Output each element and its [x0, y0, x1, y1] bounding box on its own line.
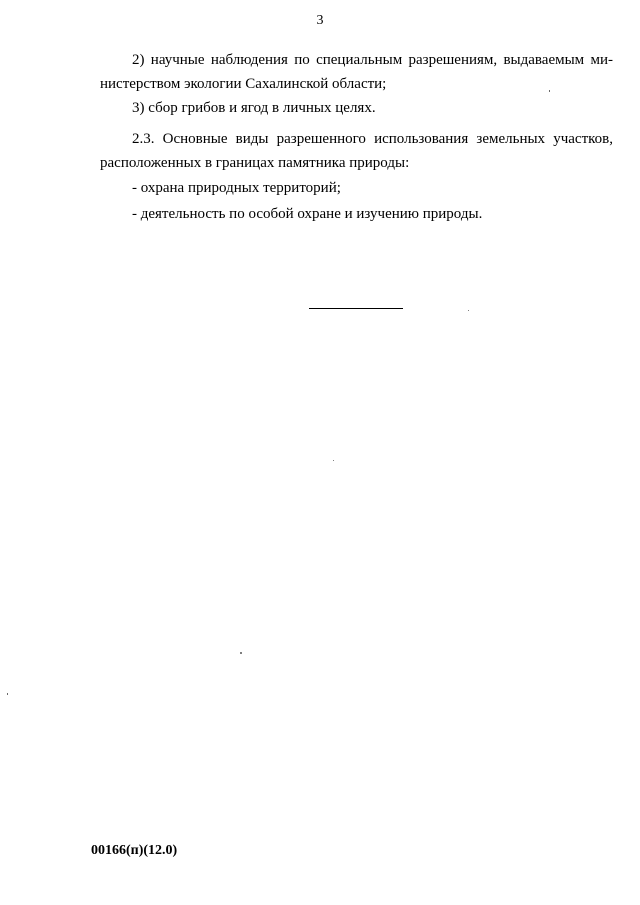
scan-speck	[7, 693, 8, 695]
word: наблюдения	[210, 52, 288, 68]
word: 2)	[132, 52, 145, 68]
bullet-nature-protection: - охрана природных территорий;	[132, 180, 341, 196]
item-2-line-1	[132, 51, 613, 69]
scan-speck	[240, 652, 242, 654]
section-2-3-line-2: расположенных в границах памятника природы:	[100, 155, 410, 171]
document-code: 00166(п)(12.0)	[91, 843, 178, 858]
word: научные	[150, 52, 205, 68]
page-number: 3	[316, 13, 324, 28]
word: разрешениям,	[408, 52, 498, 68]
word: выдаваемым	[503, 52, 585, 68]
section-2-3-line-1	[132, 130, 613, 148]
closing-divider-line	[309, 308, 403, 309]
word: по	[294, 52, 310, 68]
word: разрешенного	[276, 131, 366, 147]
word: Основные	[162, 131, 228, 147]
word: участков,	[553, 131, 613, 147]
word: виды	[235, 131, 269, 147]
scan-speck	[549, 90, 550, 92]
scan-speck	[333, 460, 334, 461]
item-3: 3) сбор грибов и ягод в личных целях.	[132, 100, 376, 116]
word: ми-	[590, 52, 613, 68]
word: использования	[374, 131, 469, 147]
word: земельных	[476, 131, 546, 147]
bullet-protection-and-study: - деятельность по особой охране и изучению природы.	[132, 206, 483, 222]
word: специальным	[316, 52, 403, 68]
word: 2.3.	[132, 131, 155, 147]
item-2-line-2: нистерством экологии Сахалинской области;	[100, 76, 387, 92]
scan-speck	[468, 310, 469, 311]
